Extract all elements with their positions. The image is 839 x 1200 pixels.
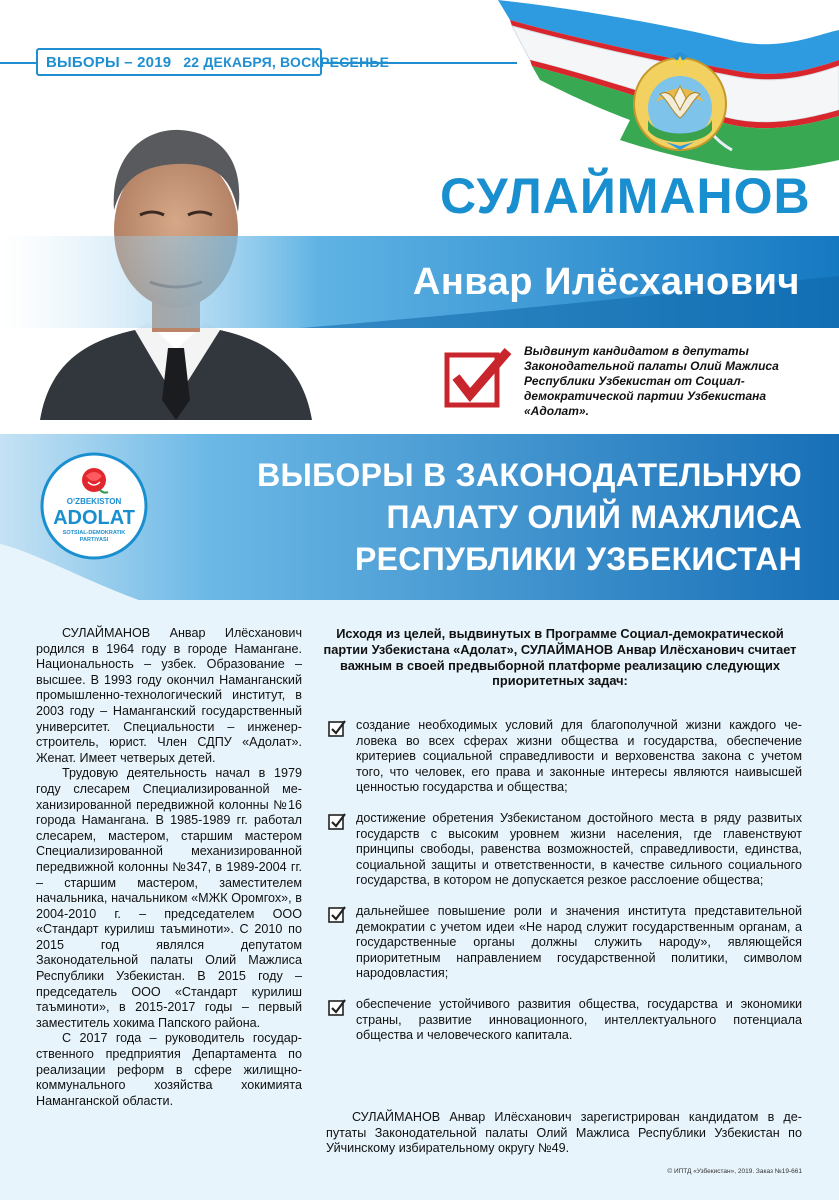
biography <box>36 626 302 1109</box>
list-item <box>326 904 802 982</box>
checkbox-checked-icon <box>328 720 346 738</box>
election-date: 22 ДЕКАБРЯ, ВОСКРЕСЕНЬЕ <box>183 54 390 70</box>
bio-paragraph-1: СУЛАЙМАНОВ Анвар Илёсханович родился в 1964 году в городе Намангане. Национальность – узбек. Образование – высшее. В 1993 году окончил Наманганский промышленно-технологический институт, в 2003 году – Наманганский государственный университет. Специальности – инженер-строитель, юрист. Член СДПУ «Адолат». Женат. Имеет четверых детей. <box>36 626 302 765</box>
task-text: обеспечение устойчивого развития общества, государства и экономики страны, развитие инновационного, интеллектуального потенциала общества и человеческого капитала. <box>356 996 802 1043</box>
election-title-line3: РЕСПУБЛИКИ УЗБЕКИСТАН <box>355 541 802 577</box>
bio-paragraph-2: Трудовую деятельность начал в 1979 году слесарем Специализированной механизированной передвижной колонны №16 города Намангана. В 1985-1989 гг. работал слесарем, мастером, старшим мастером Специализированной механизированной передвижной колонны №347, в 1989-2004 гг. – старшим мастером, заместителем начальника, начальником «МЖК Оромгох», в 2004-2010 г. – председателем ООО «Стандарт курилиш таъминoти». С 2010 по 2015 год являлся депутатом Законодательной палаты Олий Мажлиса Республики Узбекистан. В 2015 году – председатель ООО «Стандарт курилиш таъминoти», в 2015-2017 годы – первый заместитель хокима Папского района. <box>36 766 302 1030</box>
platform-intro: Исходя из целей, выдвинутых в Программе Социал-демократической партии Узбекистана «Адолат», СУЛАЙМАНОВ Анвар Илёсханович считает важным в своей предвыборной платформе реализацию следующих приоритетных задач: <box>323 626 797 689</box>
election-date-tag <box>36 48 390 76</box>
list-item <box>326 997 802 1044</box>
election-title-line1: ВЫБОРЫ В ЗАКОНОДАТЕЛЬНУЮ <box>257 457 802 493</box>
checkbox-checked-icon <box>328 906 346 924</box>
list-item <box>326 811 802 889</box>
task-text: достижение обретения Узбекистаном достойного места в ряду развитых государств с высоким уровнем жизни населения, где главенствуют принципы свободы, равенства возможностей, справедливости, единства, социальной защиты и ответственности, в качестве сильного социального государства, в котором не допускается резкое расслоение общества; <box>356 810 802 888</box>
party-logo <box>40 452 148 560</box>
bio-paragraph-3: С 2017 года – руководитель государственного предприятия Департамента по реализации реформ в сфере жилищно-коммунального хозяйства хокимията Наманганской области. <box>36 1031 302 1108</box>
logo-sub-line1: SOTSIAL-DEMOKRATIK <box>62 530 126 536</box>
registration-note: СУЛАЙМАНОВ Анвар Илёсханович зарегистрирован кандидатом в депутаты Законодательной палаты Олий Мажлиса Республики Узбекистан по Уйчинскому избирательному округу №49. <box>326 1110 802 1156</box>
logo-party-name: ADOLAT <box>53 507 135 529</box>
logo-sub-line2: PARTIYASI <box>79 537 109 543</box>
print-info: © ИПТД «Узбекистан», 2019. Заказ №19-661 <box>667 1168 802 1175</box>
task-text: дальнейшее повышение роли и значения института представительной демократии с учетом идеи «Не народ служит государственным органам, а государственные органы должны служить народу», являющейся приоритетным направлением государственной политики, символом народовластия; <box>356 903 802 981</box>
list-item <box>326 718 802 796</box>
checkbox-checked-icon <box>328 999 346 1017</box>
nomination-text: Выдвинут кандидатом в депутаты Законодательной палаты Олий Мажлиса Республики Узбекистан от Социал-демократической партии Узбекистана «Адолат». <box>524 344 779 418</box>
checkbox-checked-icon <box>328 813 346 831</box>
task-list <box>326 718 802 1059</box>
logo-top-text: O‘ZBEKISTON <box>66 497 122 506</box>
election-label: ВЫБОРЫ – 2019 <box>46 53 172 71</box>
election-title <box>190 454 802 580</box>
candidate-given-names: Анвар Илёсханович <box>412 261 800 303</box>
election-title-line2: ПАЛАТУ ОЛИЙ МАЖЛИСА <box>386 499 802 535</box>
emblem-icon <box>626 50 734 154</box>
header-line-left <box>0 62 36 64</box>
candidate-surname: СУЛАЙМАНОВ <box>440 168 811 224</box>
task-text: создание необходимых условий для благополучной жизни каждого человека во всех сферах жизни общества и государства, обеспечение критериев социальной справедливости и верховенства закона с учетом того, что человек, его права и законные интересы являются наивысшей ценностью государства и общества; <box>356 718 802 795</box>
checkmark-box-icon <box>444 347 514 409</box>
